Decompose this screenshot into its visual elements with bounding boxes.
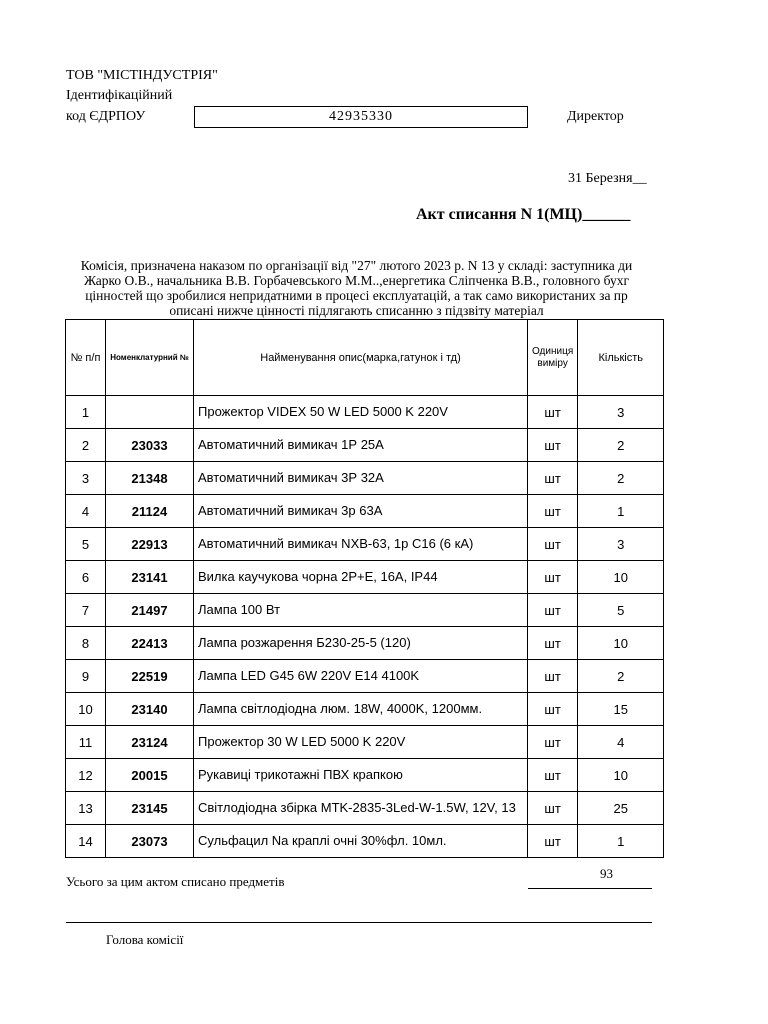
row-code: 23124 (106, 726, 194, 759)
row-name: Світлодіодна збірка MTK-2835-3Led-W-1.5W, 12V, 13 (194, 792, 528, 825)
table-row (66, 495, 664, 528)
approver-title: Директор (567, 109, 624, 124)
row-qty: 10 (578, 627, 664, 660)
row-number: 6 (66, 561, 106, 594)
table-row (66, 528, 664, 561)
commission-intro (60, 258, 653, 318)
row-code: 22913 (106, 528, 194, 561)
row-name: Лампа 100 Вт (194, 594, 528, 627)
signature-divider (66, 922, 652, 923)
row-code: 23073 (106, 825, 194, 858)
row-code: 22519 (106, 660, 194, 693)
table-row (66, 396, 664, 429)
row-unit: шт (528, 462, 578, 495)
row-unit: шт (528, 627, 578, 660)
row-unit: шт (528, 825, 578, 858)
row-number: 5 (66, 528, 106, 561)
row-unit: шт (528, 792, 578, 825)
total-label: Усього за цим актом списано предметів (66, 874, 285, 889)
row-code: 21497 (106, 594, 194, 627)
row-number: 4 (66, 495, 106, 528)
row-number: 3 (66, 462, 106, 495)
row-qty: 5 (578, 594, 664, 627)
row-code: 22413 (106, 627, 194, 660)
row-qty: 15 (578, 693, 664, 726)
row-qty: 2 (578, 660, 664, 693)
table-row (66, 561, 664, 594)
row-number: 2 (66, 429, 106, 462)
write-off-table (65, 319, 664, 858)
row-code: 23145 (106, 792, 194, 825)
row-unit: шт (528, 561, 578, 594)
row-unit: шт (528, 528, 578, 561)
row-code (106, 396, 194, 429)
total-underline (528, 888, 652, 889)
row-number: 13 (66, 792, 106, 825)
row-qty: 3 (578, 528, 664, 561)
table-row (66, 726, 664, 759)
row-number: 9 (66, 660, 106, 693)
row-code: 21348 (106, 462, 194, 495)
row-code: 23033 (106, 429, 194, 462)
row-qty: 2 (578, 462, 664, 495)
edrpou-code-field: 42935330 (194, 106, 528, 128)
organization-name: ТОВ "МІСТІНДУСТРІЯ" (66, 68, 218, 83)
row-name: Автоматичний вимикач NXB-63, 1р С16 (6 кА) (194, 528, 528, 561)
row-qty: 2 (578, 429, 664, 462)
row-name: Сульфацил Na краплі очні 30%фл. 10мл. (194, 825, 528, 858)
table-row (66, 660, 664, 693)
row-name: Лампа розжарення Б230-25-5 (120) (194, 627, 528, 660)
row-name: Рукавиці трикотажні ПВХ крапкою (194, 759, 528, 792)
row-name: Автоматичний вимикач 3р 63А (194, 495, 528, 528)
row-code: 20015 (106, 759, 194, 792)
row-unit: шт (528, 759, 578, 792)
row-unit: шт (528, 594, 578, 627)
intro-line: Жарко О.В., начальника В.В. Горбачевського М.М..,енергетика Сліпченка В.В., головного бухг (83, 273, 630, 288)
id-label-line1: Ідентифікаційний (66, 88, 173, 103)
total-value: 93 (600, 866, 613, 881)
row-number: 10 (66, 693, 106, 726)
row-qty: 3 (578, 396, 664, 429)
row-number: 11 (66, 726, 106, 759)
row-unit: шт (528, 495, 578, 528)
table-row (66, 792, 664, 825)
row-number: 12 (66, 759, 106, 792)
table-header-row (66, 320, 664, 396)
table-row (66, 825, 664, 858)
row-unit: шт (528, 726, 578, 759)
table-row (66, 759, 664, 792)
table-row (66, 429, 664, 462)
intro-line: описані нижче цінності підлягають списанню з підзвіту матеріал (169, 303, 544, 318)
table-row (66, 627, 664, 660)
row-name: Лампа світлодіодна люм. 18W, 4000K, 1200мм. (194, 693, 528, 726)
row-unit: шт (528, 396, 578, 429)
row-code: 23140 (106, 693, 194, 726)
header-name: Найменування опис(марка,гатунок і тд) (194, 320, 528, 396)
row-name: Лампа LED G45 6W 220V E14 4100K (194, 660, 528, 693)
row-number: 14 (66, 825, 106, 858)
row-code: 21124 (106, 495, 194, 528)
document-date: 31 Березня__ (568, 171, 647, 186)
row-unit: шт (528, 660, 578, 693)
row-unit: шт (528, 693, 578, 726)
row-name: Вилка каучукова чорна 2Р+Е, 16А, ІР44 (194, 561, 528, 594)
row-name: Прожектор 30 W LED 5000 K 220V (194, 726, 528, 759)
row-number: 8 (66, 627, 106, 660)
header-unit: Одиниця виміру (528, 320, 578, 396)
id-label-line2: код ЄДРПОУ (66, 109, 146, 124)
row-qty: 1 (578, 495, 664, 528)
commission-head-label: Голова комісії (106, 932, 184, 947)
row-name: Автоматичний вимикач 1Р 25А (194, 429, 528, 462)
row-qty: 10 (578, 759, 664, 792)
row-qty: 10 (578, 561, 664, 594)
intro-line: Комісія, призначена наказом по організації від "27" лютого 2023 р. N 13 у складі: заступника ди (80, 258, 633, 273)
row-code: 23141 (106, 561, 194, 594)
intro-line: цінностей що зробилися непридатними в процесі експлуатацій, а так само використаних за пр (85, 288, 628, 303)
row-name: Прожектор VIDEX 50 W LED 5000 K 220V (194, 396, 528, 429)
header-qty: Кількість (578, 320, 664, 396)
table-row (66, 693, 664, 726)
row-number: 7 (66, 594, 106, 627)
row-number: 1 (66, 396, 106, 429)
row-qty: 25 (578, 792, 664, 825)
row-name: Автоматичний вимикач 3Р 32А (194, 462, 528, 495)
header-code: Номенклатурний № (106, 320, 194, 396)
table-row (66, 594, 664, 627)
row-unit: шт (528, 429, 578, 462)
row-qty: 1 (578, 825, 664, 858)
row-qty: 4 (578, 726, 664, 759)
document-title: Акт списання N 1(МЦ)______ (416, 206, 631, 223)
header-num: № п/п (66, 320, 106, 396)
table-row (66, 462, 664, 495)
